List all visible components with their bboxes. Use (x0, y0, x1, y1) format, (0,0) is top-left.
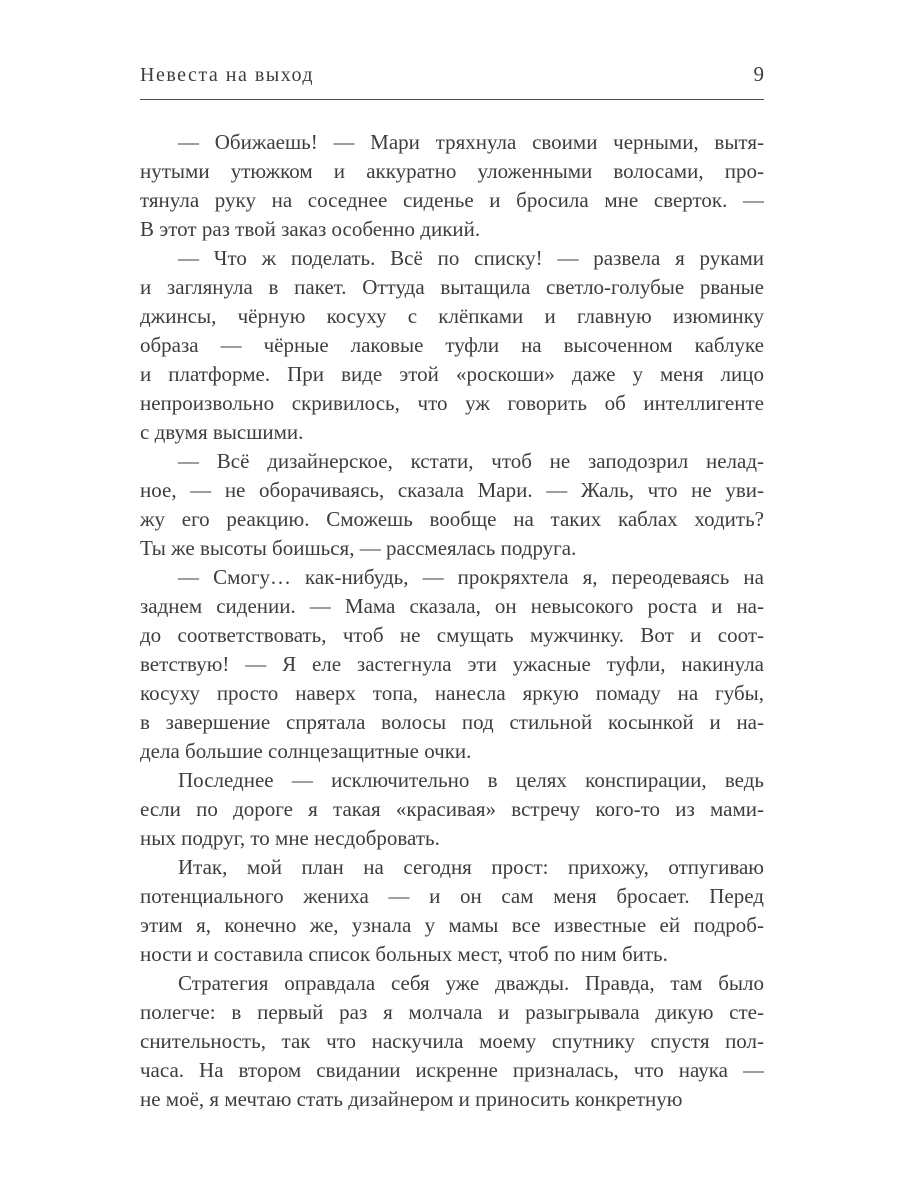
paragraph (140, 853, 764, 969)
text-line: — Всё дизайнерское, кстати, чтоб не заподозрил нелад- (178, 449, 764, 473)
text-line: ное, — не оборачиваясь, сказала Мари. — Жаль, что не уви- (140, 478, 764, 502)
text-line: ветствую! — Я еле застегнула эти ужасные туфли, накинула (140, 652, 764, 676)
paragraph (140, 969, 764, 1114)
text-line: образа — чёрные лаковые туфли на высоченном каблуке (140, 333, 764, 357)
paragraph (140, 244, 764, 447)
text-line: потенциального жениха — и он сам меня бросает. Перед (140, 884, 764, 908)
text-line: этим я, конечно же, узнала у мамы все известные ей подроб- (140, 913, 764, 937)
text-line: Последнее — исключительно в целях конспирации, ведь (178, 768, 764, 792)
text-line: и платформе. При виде этой «роскоши» даже у меня лицо (140, 362, 764, 386)
text-column (140, 62, 764, 1114)
text-line: непроизвольно скривилось, что уж говорить об интеллигенте (140, 391, 764, 415)
page-body (140, 128, 764, 1114)
text-line: ности и составила список больных мест, чтоб по ним бить. (140, 942, 668, 966)
text-line: — Обижаешь! — Мари тряхнула своими черными, вытя- (178, 130, 764, 154)
text-line: если по дороге я такая «красивая» встречу кого-то из мами- (140, 797, 764, 821)
text-line: заднем сидении. — Мама сказала, он невысокого роста и на- (140, 594, 764, 618)
text-line: часа. На втором свидании искренне призналась, что наука — (140, 1058, 764, 1082)
text-line: Ты же высоты боишься, — рассмеялась подруга. (140, 536, 577, 560)
paragraph (140, 563, 764, 766)
text-line: Итак, мой план на сегодня прост: прихожу, отпугиваю (178, 855, 764, 879)
text-line: полегче: в первый раз я молчала и разыгрывала дикую сте- (140, 1000, 764, 1024)
text-line: и заглянула в пакет. Оттуда вытащила светло-голубые рваные (140, 275, 764, 299)
text-line: нутыми утюжком и аккуратно уложенными волосами, про- (140, 159, 764, 183)
page-number: 9 (753, 62, 764, 86)
text-line: тянула руку на соседнее сиденье и бросила мне сверток. — (140, 188, 764, 212)
text-line: В этот раз твой заказ особенно дикий. (140, 217, 481, 241)
running-header (140, 62, 764, 100)
text-line: — Смогу… как-нибудь, — прокряхтела я, переодеваясь на (178, 565, 764, 589)
text-line: жу его реакцию. Сможешь вообще на таких каблах ходить? (140, 507, 764, 531)
text-line: снительность, так что наскучила моему спутнику спустя пол- (140, 1029, 764, 1053)
running-title: Невеста на выход (140, 64, 315, 86)
text-line: до соответствовать, чтоб не смущать мужчинку. Вот и соот- (140, 623, 764, 647)
text-line: джинсы, чёрную косуху с клёпками и главную изюминку (140, 304, 764, 328)
text-line: Стратегия оправдала себя уже дважды. Правда, там было (178, 971, 764, 995)
text-line: — Что ж поделать. Всё по списку! — развела я руками (178, 246, 764, 270)
text-line: с двумя высшими. (140, 420, 304, 444)
text-line: ных подруг, то мне несдобровать. (140, 826, 440, 850)
text-line: дела большие солнцезащитные очки. (140, 739, 472, 763)
text-line: в завершение спрятала волосы под стильной косынкой и на- (140, 710, 764, 734)
paragraph (140, 766, 764, 853)
paragraph (140, 128, 764, 244)
text-line: косуху просто наверх топа, нанесла яркую помаду на губы, (140, 681, 764, 705)
text-line: не моё, я мечтаю стать дизайнером и приносить конкретную (140, 1087, 683, 1111)
paragraph (140, 447, 764, 563)
